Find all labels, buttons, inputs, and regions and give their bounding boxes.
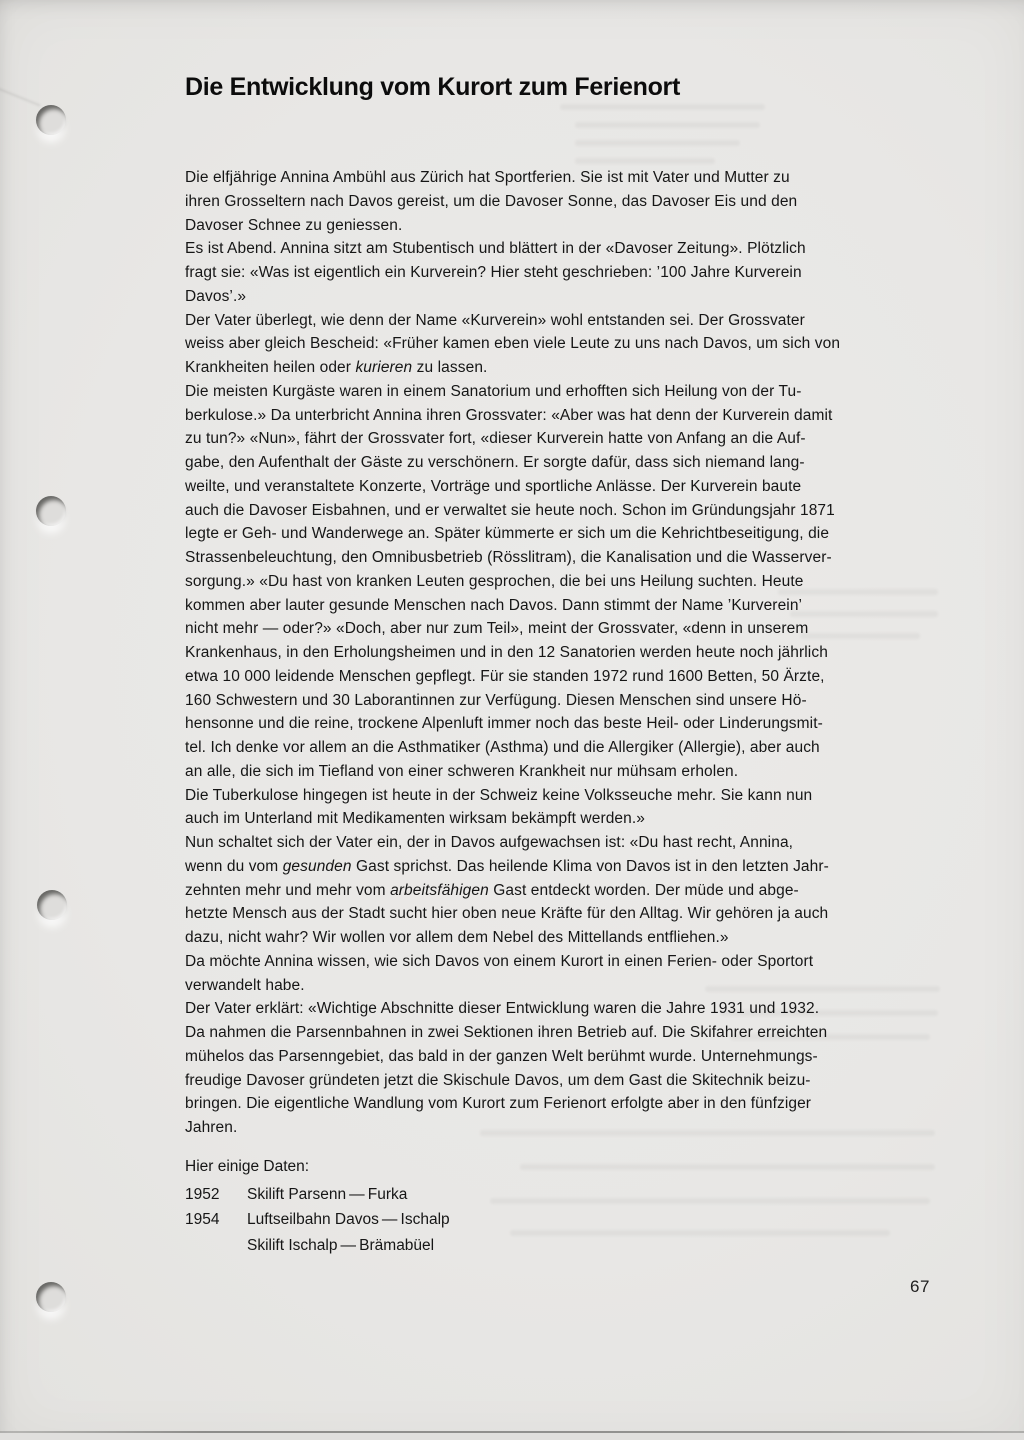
text-line: Krankenhaus, in den Erholungsheimen und in den 12 Sanatorien werden heute noch jährlich — [185, 644, 828, 661]
bleed-through-smudge — [560, 104, 765, 110]
bleed-through-smudge — [510, 1230, 890, 1236]
text-line: legte er Geh- und Wanderwege an. Später kümmerte er sich um die Kehrichtbeseitigung, die — [185, 525, 830, 543]
text-line: etwa 10 000 leidende Menschen gepflegt. Für sie standen 1972 rund 1600 Betten, 50 Ärzte, — [185, 667, 825, 685]
date-year: 1952 — [185, 1186, 220, 1203]
text-line: Nun schaltet sich der Vater ein, der in Davos aufgewachsen ist: «Du hast recht, Annina, — [185, 834, 794, 851]
bleed-through-smudge — [490, 1198, 930, 1204]
text-line: sorgung.» «Du hast von kranken Leuten gesprochen, die bei uns Heilung suchten. Heute — [185, 572, 804, 590]
body-text — [185, 166, 940, 1140]
text-line: verwandelt habe. — [185, 976, 305, 994]
text-line: an alle, die sich im Tiefland von einer schweren Krankheit nur mühsam erholen. — [185, 762, 739, 780]
page-bottom-shade — [0, 1433, 1024, 1440]
text-line: auch im Unterland mit Medikamenten wirksam bekämpft werden.» — [185, 810, 645, 828]
text-line: Da möchte Annina wissen, wie sich Davos von einem Kurort in einen Ferien- oder Sportort — [185, 952, 814, 970]
text-line: Es ist Abend. Annina sitzt am Stubentisch und blättert in der «Davoser Zeitung». Plötzlich — [185, 240, 806, 258]
text-line: Die meisten Kurgäste waren in einem Sanatorium und erhofften sich Heilung von der Tu- — [185, 382, 802, 400]
text-line: weilte, und veranstaltete Konzerte, Vorträge und sportliche Anlässe. Der Kurverein baute — [185, 477, 802, 495]
text-line: hensonne und die reine, trockene Alpenluft immer noch das beste Heil- oder Linderungsmit- — [185, 715, 823, 733]
text-line: bringen. Die eigentliche Wandlung vom Kurort zum Ferienort erfolgte aber in den fünfziger — [185, 1095, 812, 1113]
text-line: Der Vater überlegt, wie denn der Name «Kurverein» wohl entstanden sei. Der Grossvater — [185, 311, 805, 329]
dates-heading: Hier einige Daten: — [185, 1158, 310, 1175]
text-line: Da nahmen die Parsennbahnen in zwei Sektionen ihren Betrieb auf. Die Skifahrer erreichten — [185, 1024, 828, 1041]
punch-hole — [37, 890, 67, 920]
text-line: fragt sie: «Was ist eigentlich ein Kurverein? Hier steht geschrieben: ’100 Jahre Kurverein — [185, 264, 802, 281]
text-line: ihren Grosseltern nach Davos gereist, um die Davoser Sonne, das Davoser Eis und den — [185, 192, 798, 210]
text-line: gabe, den Aufenthalt der Gäste zu verschönern. Er sorgte dafür, dass sich niemand lang- — [185, 454, 805, 471]
text-line: kommen aber lauter gesunde Menschen nach Davos. Dann stimmt der Name ’Kurverein’ — [185, 596, 803, 614]
date-event: Skilift Ischalp — Brämabüel — [247, 1236, 435, 1254]
paper-crease — [0, 87, 41, 106]
text-line: Die Tuberkulose hingegen ist heute in der Schweiz keine Volksseuche mehr. Sie kann nun — [185, 786, 813, 804]
text-line: auch die Davoser Eisbahnen, und er verwaltet sie heute noch. Schon im Gründungsjahr 1871 — [185, 501, 835, 519]
text-line: berkulose.» Da unterbricht Annina ihren Grossvater: «Aber was hat denn der Kurverein damit — [185, 406, 833, 424]
text-line: Der Vater erklärt: «Wichtige Abschnitte dieser Entwicklung waren die Jahre 1931 und 1932. — [185, 1000, 820, 1018]
text-line: Strassenbeleuchtung, den Omnibusbetrieb (Rösslitram), die Kanalisation und die Wasserver- — [185, 549, 832, 566]
bleed-through-smudge — [575, 122, 760, 128]
punch-hole — [36, 496, 66, 526]
text-line: hetzte Mensch aus der Stadt sucht hier oben neue Kräfte für den Alltag. Wir gehören ja auch — [185, 905, 829, 923]
date-entry — [185, 1233, 450, 1258]
date-entry — [185, 1182, 450, 1207]
date-event: Luftseilbahn Davos — Ischalp — [247, 1211, 450, 1229]
page-number: 67 — [910, 1277, 930, 1296]
text-line: 160 Schwestern und 30 Laborantinnen zur Verfügung. Diesen Menschen sind unsere Hö- — [185, 691, 807, 709]
text-line: Jahren. — [185, 1119, 238, 1136]
bleed-through-smudge — [575, 140, 740, 146]
bleed-through-smudge — [575, 158, 715, 164]
text-line: dazu, nicht wahr? Wir wollen vor allem dem Nebel des Mittellands entfliehen.» — [185, 929, 729, 946]
text-line: zehnten mehr und mehr vom arbeitsfähigen Gast entdeckt worden. Der müde und abge- — [185, 881, 799, 899]
text-line: mühelos das Parsenngebiet, das bald in der ganzen Welt berühmt wurde. Unternehmungs- — [185, 1047, 818, 1065]
date-entry — [185, 1207, 450, 1232]
text-line: wenn du vom gesunden Gast sprichst. Das heilende Klima von Davos ist in den letzten Jahr- — [185, 857, 829, 875]
dates-list — [185, 1182, 450, 1258]
date-event: Skilift Parsenn — Furka — [247, 1186, 408, 1203]
punch-hole — [36, 105, 66, 135]
text-line: Die elfjährige Annina Ambühl aus Zürich hat Sportferien. Sie ist mit Vater und Mutter zu — [185, 169, 790, 186]
punch-hole — [36, 1282, 66, 1312]
date-year: 1954 — [185, 1211, 220, 1229]
text-line: tel. Ich denke vor allem an die Asthmatiker (Asthma) und die Allergiker (Allergie), aber auch — [185, 739, 820, 756]
text-line: nicht mehr — oder?» «Doch, aber nur zum Teil», meint der Grossvater, «denn in unserem — [185, 620, 809, 638]
text-line: Davos’.» — [185, 287, 247, 305]
text-line: zu tun?» «Nun», fährt der Grossvater fort, «dieser Kurverein hatte von Anfang an die Auf- — [185, 430, 806, 448]
text-line: freudige Davoser gründeten jetzt die Skischule Davos, um dem Gast die Skitechnik beizu- — [185, 1071, 811, 1089]
text-line: Krankheiten heilen oder kurieren zu lassen. — [185, 359, 488, 376]
document-title: Die Entwicklung vom Kurort zum Ferienort — [185, 73, 680, 101]
bleed-through-smudge — [520, 1164, 935, 1170]
text-line: weiss aber gleich Bescheid: «Früher kamen eben viele Leute zu uns nach Davos, um sich von — [185, 335, 841, 353]
text-line: Davoser Schnee zu geniessen. — [185, 216, 403, 234]
